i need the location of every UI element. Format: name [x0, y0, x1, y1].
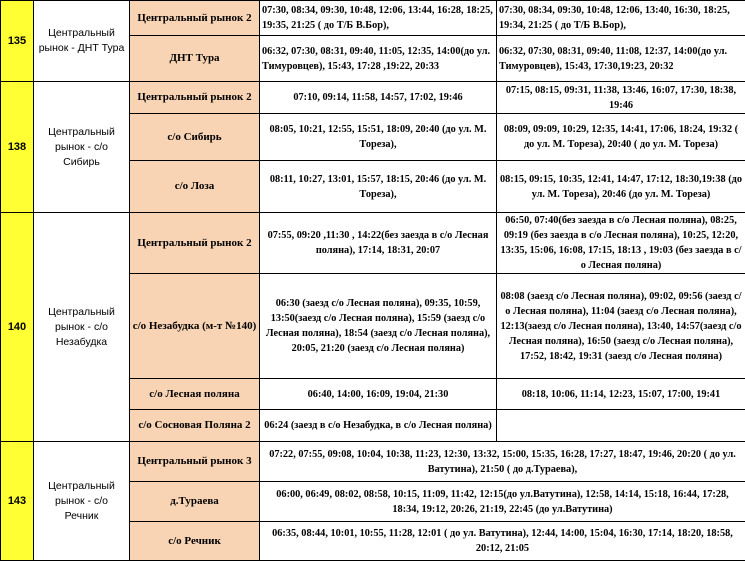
route-name: Центральный рынок - с/о Незабудка — [34, 213, 130, 442]
stop-name: с/о Лесная поляна — [130, 379, 260, 410]
weekend-times — [497, 410, 745, 442]
weekend-times: 08:08 (заезд с/о Лесная поляна), 09:02, 09:56 (заезд с/о Лесная поляна), 11:04 (заезд с/о Лесная поляна), 12:13(заезд с/о Лесная поляна), 13:40, 14:57(заезд с/о Лесная поляна), 16:50 (заезд с/о Лесная поляна), 17:52, 18:42, 19:31 (заезд с/о Лесная поляна) — [497, 274, 745, 379]
weekday-times: 06:40, 14:00, 16:09, 19:04, 21:30 — [260, 379, 497, 410]
weekday-times: 06:24 (заезд в с/о Незабудка, в с/о Лесная поляна) — [260, 410, 497, 442]
stop-name: с/о Сибирь — [130, 114, 260, 161]
stop-name: Центральный рынок 3 — [130, 442, 260, 482]
weekday-times: 06:32, 07:30, 08:31, 09:40, 11:05, 12:35, 14:00(до ул. Тимуровцев), 15:43, 17:28 ,19:22, 20:33 — [260, 36, 497, 82]
table-row — [1, 1, 745, 36]
route-times: 06:35, 08:44, 10:01, 10:55, 11:28, 12:01 ( до ул. Ватутина), 12:44, 14:00, 15:04, 16:30, 17:14, 18:20, 18:58, 20:12, 21:05 — [260, 522, 745, 561]
stop-name: Центральный рынок 2 — [130, 213, 260, 274]
weekday-times: 07:30, 08:34, 09:30, 10:48, 12:06, 13:44, 16:28, 18:25, 19:35, 21:25 ( до Т/Б В.Бор), — [260, 1, 497, 36]
weekday-times: 08:05, 10:21, 12:55, 15:51, 18:09, 20:40 (до ул. М. Тореза), — [260, 114, 497, 161]
table-row — [1, 82, 745, 114]
route-number: 143 — [1, 442, 34, 561]
table-row — [1, 213, 745, 274]
weekend-times: 06:32, 07:30, 08:31, 09:40, 11:08, 12:37, 14:00(до ул. Тимуровцев), 15:43, 17:30,19:23, 20:32 — [497, 36, 745, 82]
stop-name: д.Тураева — [130, 482, 260, 522]
stop-name: ДНТ Тура — [130, 36, 260, 82]
route-number: 135 — [1, 1, 34, 82]
weekday-times: 08:11, 10:27, 13:01, 15:57, 18:15, 20:46 (до ул. М. Тореза), — [260, 161, 497, 213]
stop-name: Центральный рынок 2 — [130, 1, 260, 36]
weekday-times: 07:55, 09:20 ,11:30 , 14:22(без заезда в с/о Лесная поляна), 17:14, 18:31, 20:07 — [260, 213, 497, 274]
weekend-times: 08:18, 10:06, 11:14, 12:23, 15:07, 17:00, 19:41 — [497, 379, 745, 410]
weekend-times: 07:30, 08:34, 09:30, 10:48, 12:06, 13:40, 16:30, 18:25, 19:34, 21:25 ( до Т/Б В.Бор), — [497, 1, 745, 36]
weekday-times: 07:10, 09:14, 11:58, 14:57, 17:02, 19:46 — [260, 82, 497, 114]
stop-name: Центральный рынок 2 — [130, 82, 260, 114]
route-number: 138 — [1, 82, 34, 213]
weekday-times: 06:30 (заезд с/о Лесная поляна), 09:35, 10:59, 13:50(заезд с/о Лесная поляна), 15:59 (заезд с/о Лесная поляна), 18:54 (заезд с/о Лесная поляна), 20:05, 21:20 (заезд с/о Лесная поляна) — [260, 274, 497, 379]
route-name: Центральный рынок - с/о Сибирь — [34, 82, 130, 213]
stop-name: с/о Сосновая Поляна 2 — [130, 410, 260, 442]
stop-name: с/о Незабудка (м-т №140) — [130, 274, 260, 379]
weekend-times: 08:15, 09:15, 10:35, 12:41, 14:47, 17:12, 18:30,19:38 (до ул. М. Тореза), 20:46 (до ул. М. Тореза) — [497, 161, 745, 213]
route-name: Центральный рынок - ДНТ Тура — [34, 1, 130, 82]
route-number: 140 — [1, 213, 34, 442]
route-times: 06:00, 06:49, 08:02, 08:58, 10:15, 11:09, 11:42, 12:15(до ул.Ватутина), 12:58, 14:14, 15:18, 16:44, 17:28, 18:34, 19:12, 20:26, 21:19, 22:45 (до ул.Ватутина) — [260, 482, 745, 522]
weekend-times: 08:09, 09:09, 10:29, 12:35, 14:41, 17:06, 18:24, 19:32 ( до ул. М. Тореза), 20:40 ( до ул. М. Тореза) — [497, 114, 745, 161]
stop-name: с/о Речник — [130, 522, 260, 561]
route-name: Центральный рынок - с/о Речник — [34, 442, 130, 561]
table-row — [1, 442, 745, 482]
route-times: 07:22, 07:55, 09:08, 10:04, 10:38, 11:23, 12:30, 13:32, 15:00, 15:35, 16:28, 17:27, 18:47, 19:46, 20:20 ( до ул. Ватутина), 21:50 ( до д.Тураева), — [260, 442, 745, 482]
weekend-times: 07:15, 08:15, 09:31, 11:38, 13:46, 16:07, 17:30, 18:38, 19:46 — [497, 82, 745, 114]
weekend-times: 06:50, 07:40(без заезда в с/о Лесная поляна), 08:25, 09:19 (без заезда в с/о Лесная поляна), 10:25, 12:20, 13:35, 15:06, 16:08, 17:15, 18:13 , 19:03 (без заезда в с/о Лесная поляна) — [497, 213, 745, 274]
stop-name: с/о Лоза — [130, 161, 260, 213]
